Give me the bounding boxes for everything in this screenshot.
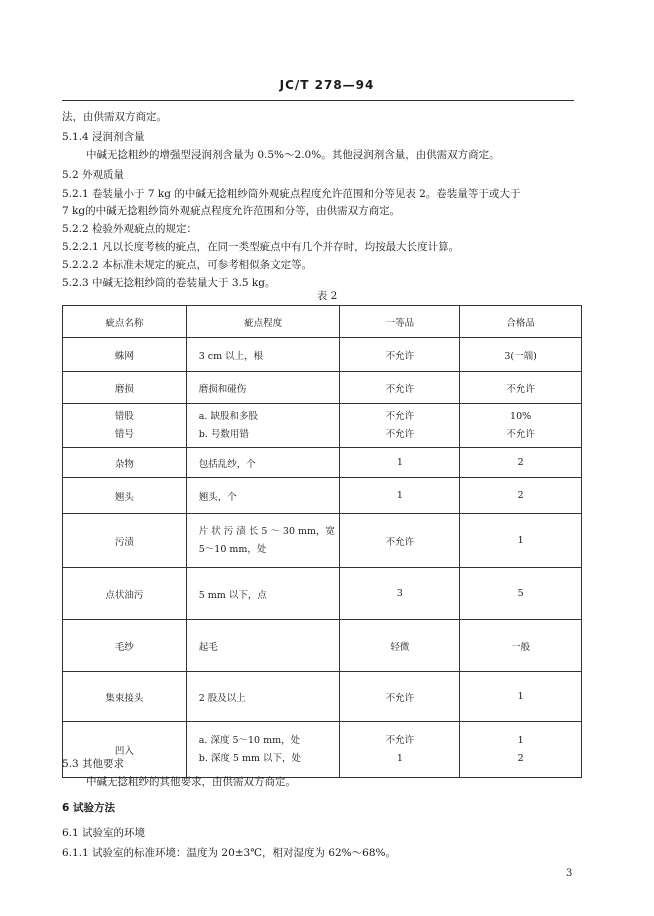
cell-first: 1 (340, 478, 460, 514)
cell-first: 不允许 (340, 338, 460, 372)
paragraph: 5.2.2.2 本标准未规定的疵点，可参考相似条文定等。 (62, 259, 313, 271)
table-row (63, 372, 582, 404)
cell-degree-line: b. 号数用错 (198, 428, 249, 440)
column-header: 合格品 (460, 306, 582, 338)
cell-degree (186, 514, 340, 568)
cell-degree: 磨损和碰伤 (186, 372, 340, 404)
paragraph: 5.2.2 检验外观疵点的规定： (62, 223, 198, 235)
cell-qualified: 2 (460, 448, 582, 478)
cell-degree: 2 股及以上 (186, 672, 340, 722)
paragraph: 5.2.3 中碱无捻粗纱筒的卷装量大于 3.5 kg。 (62, 277, 276, 289)
cell-first (340, 404, 460, 448)
page-number: 3 (566, 868, 573, 879)
cell-first: 不允许 (340, 672, 460, 722)
column-header: 一等品 (340, 306, 460, 338)
table-header-row (63, 306, 582, 338)
table-row (63, 338, 582, 372)
cell-qualified-line: 10% (510, 410, 532, 422)
column-header: 疵点程度 (186, 306, 340, 338)
cell-name: 点状油污 (63, 568, 187, 620)
cell-first: 3 (340, 568, 460, 620)
column-header: 疵点名称 (63, 306, 187, 338)
section-5-2-title: 5.2 外观质量 (62, 169, 125, 181)
cell-name: 毛纱 (63, 620, 187, 672)
cell-qualified: 2 (460, 478, 582, 514)
cell-degree: 起毛 (186, 620, 340, 672)
cell-name: 集束接头 (63, 672, 187, 722)
table-row (63, 672, 582, 722)
cell-name: 翘头 (63, 478, 187, 514)
cell-degree: 5 mm 以下，点 (186, 568, 340, 620)
cell-first-line: 不允许 (385, 410, 415, 422)
cell-degree-line: b. 深度 5 mm 以下，处 (198, 752, 301, 764)
cell-degree-line: a. 深度 5～10 mm，处 (198, 734, 301, 746)
cell-name (63, 404, 187, 448)
cell-qualified-line: 2 (517, 752, 524, 764)
cell-qualified (460, 404, 582, 448)
cell-first (340, 722, 460, 778)
section-5-1-4-title: 5.1.4 浸润剂含量 (62, 131, 145, 143)
cell-degree: 3 cm 以上，根 (186, 338, 340, 372)
cell-degree (186, 722, 340, 778)
table-row (63, 568, 582, 620)
cell-qualified (460, 722, 582, 778)
section-6-1-title: 6.1 试验室的环境 (62, 827, 146, 839)
table-row (63, 620, 582, 672)
cell-first: 不允许 (340, 514, 460, 568)
cell-first-line: 1 (396, 752, 403, 764)
cell-name-line: 错号 (114, 428, 134, 440)
table-row (63, 514, 582, 568)
table-row (63, 478, 582, 514)
cell-degree: 翘头，个 (186, 478, 340, 514)
paragraph: 中碱无捻粗纱的增强型浸润剂含量为 0.5%～2.0%。其他浸润剂含量，由供需双方商定。 (86, 149, 500, 161)
paragraph: 5.2.1 卷装量小于 7 kg 的中碱无捻粗纱筒外观疵点程度允许范围和分等见表 2。卷装量等于或大于 (62, 188, 521, 200)
cell-name: 凹入 (63, 722, 187, 778)
paragraph: 7 kg的中碱无捻粗纱筒外观疵点程度允许范围和分等，由供需双方商定。 (62, 205, 401, 217)
cell-degree-line: 5～10 mm，处 (198, 543, 267, 555)
cell-degree-line: a. 缺股和多股 (198, 410, 258, 422)
table-caption: 表 2 (316, 290, 338, 302)
cell-qualified: 5 (460, 568, 582, 620)
paragraph: 中碱无捻粗纱的其他要求，由供需双方商定。 (86, 776, 296, 788)
table-row (63, 722, 582, 778)
cell-name: 蛛网 (63, 338, 187, 372)
cell-name: 污渍 (63, 514, 187, 568)
cell-first: 轻微 (340, 620, 460, 672)
cell-qualified-line: 1 (517, 734, 524, 746)
paragraph: 6.1.1 试验室的标准环境：温度为 20±3℃，相对湿度为 62%～68%。 (62, 847, 396, 859)
cell-degree-line: 片 状 污 渍 长 5 ～ 30 mm，宽 (198, 525, 336, 537)
cell-name-line: 错股 (114, 410, 134, 422)
cell-first-line: 不允许 (385, 734, 415, 746)
cell-qualified-line: 不允许 (506, 428, 535, 440)
cell-qualified: 3(一端) (460, 338, 582, 372)
section-5-3-title: 5.3 其他要求 (62, 758, 125, 770)
cell-first-line: 不允许 (385, 428, 415, 440)
doc-header: JC/T 278—94 (279, 78, 375, 92)
section-6-title: 6 试验方法 (62, 802, 115, 814)
paragraph: 法，由供需双方商定。 (62, 111, 167, 123)
cell-degree: 包括乱纱，个 (186, 448, 340, 478)
cell-qualified: 一般 (460, 620, 582, 672)
cell-qualified: 不允许 (460, 372, 582, 404)
defect-table (62, 305, 582, 778)
cell-degree (186, 404, 340, 448)
cell-name: 磨损 (63, 372, 187, 404)
cell-name: 杂物 (63, 448, 187, 478)
cell-first: 1 (340, 448, 460, 478)
cell-qualified: 1 (460, 514, 582, 568)
cell-qualified: 1 (460, 672, 582, 722)
cell-first: 不允许 (340, 372, 460, 404)
table-row (63, 448, 582, 478)
table-row (63, 404, 582, 448)
header-rule (62, 100, 574, 101)
paragraph: 5.2.2.1 凡以长度考核的疵点，在同一类型疵点中有几个并存时，均按最大长度计算。 (62, 241, 460, 253)
